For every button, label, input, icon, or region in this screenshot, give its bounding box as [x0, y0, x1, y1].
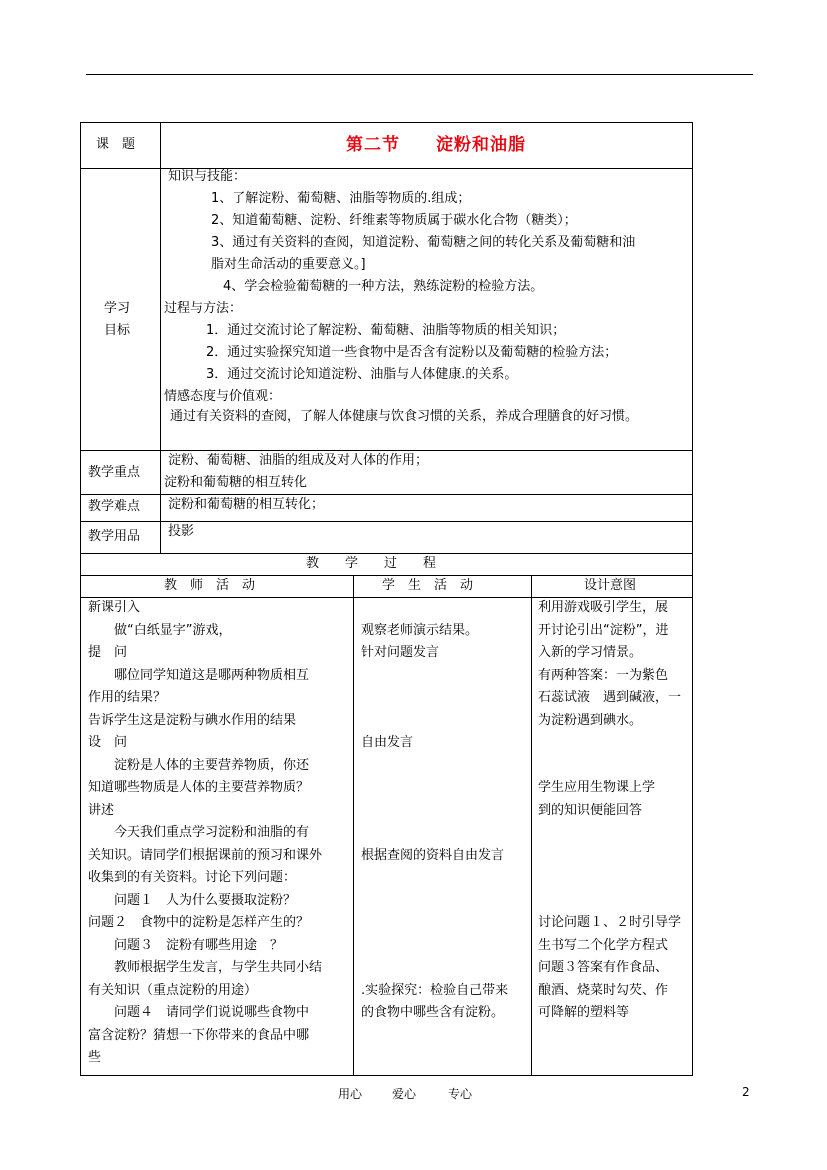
difficult-text: 淀粉和葡萄糖的相互转化；	[168, 497, 325, 512]
teacher-line: 告诉学生这是淀粉与碘水作用的结果	[88, 712, 297, 728]
header-rule	[86, 74, 753, 75]
col-divider	[353, 575, 354, 1076]
footer-middle: 爱心	[392, 1087, 417, 1101]
design-line: 石蕊试液 遇到碱液，一	[538, 690, 682, 705]
process-item: 2．通过实验探究知道一些食物中是否含有淀粉以及葡萄糖的检验方法；	[206, 345, 618, 360]
tools-label: 教学用品	[88, 529, 141, 544]
design-line: 为淀粉遇到碘水。	[538, 712, 643, 728]
teacher-line: 作用的结果？	[88, 690, 167, 705]
design-line: 有两种答案：一为紫色	[538, 667, 669, 683]
teacher-line: 讲述	[88, 802, 115, 818]
knowledge-heading: 知识与技能：	[168, 169, 247, 184]
student-line: 的食物中哪些含有淀粉。	[361, 1005, 505, 1020]
teacher-line: 问题２ 食物中的淀粉是怎样产生的？	[88, 915, 310, 930]
col-divider	[531, 575, 532, 1076]
design-line: 开讨论引出“淀粉”，进	[538, 622, 669, 638]
key-line: 淀粉和葡萄糖的相互转化	[164, 475, 308, 490]
student-line: 观察老师演示结果。	[361, 622, 479, 638]
teacher-line: 些	[88, 1050, 102, 1065]
process-title: 教 学 过 程	[306, 556, 437, 571]
table-border-bottom	[80, 1075, 693, 1076]
knowledge-item: 2、知道葡萄糖、淀粉、纤维素等物质属于碳水化合物（糖类）；	[211, 213, 577, 228]
table-border-top	[80, 122, 693, 123]
student-line: .实验探究：检验自己带来	[361, 982, 509, 998]
teacher-line: 知道哪些物质是人体的主要营养物质？	[88, 780, 310, 795]
table-border-right	[692, 122, 693, 1076]
footer-left: 用心	[338, 1087, 363, 1101]
col-header-teacher: 教 师 活 动	[164, 578, 256, 593]
process-item: 1．通过交流讨论了解淀粉、葡萄糖、油脂等物质的相关知识；	[206, 323, 566, 338]
design-line: 入新的学习情景。	[538, 645, 643, 660]
process-heading: 过程与方法：	[164, 301, 243, 316]
teacher-line: 新课引入	[88, 600, 141, 615]
student-line: 自由发言	[361, 735, 414, 750]
col-header-design: 设计意图	[584, 578, 637, 593]
table-border-left	[80, 122, 81, 1076]
tools-text: 投影	[168, 524, 195, 539]
difficult-label: 教学难点	[88, 499, 141, 514]
process-item: 3．通过交流讨论知道淀粉、油脂与人体健康.的关系。	[206, 367, 518, 382]
teacher-line: 问题４ 请同学们说说哪些食物中	[88, 1005, 310, 1020]
goals-label-2: 目标	[104, 323, 131, 338]
design-line: 讨论问题１、２时引导学	[538, 915, 682, 930]
design-line: 到的知识便能回答	[538, 802, 643, 818]
goals-label-1: 学习	[104, 301, 131, 316]
page-number: 2	[742, 1085, 750, 1099]
footer-right: 专心	[448, 1087, 473, 1101]
knowledge-item: 4、学会检验葡萄糖的一种方法，熟练淀粉的检验方法。	[223, 279, 544, 294]
design-line: 学生应用生物课上学	[538, 780, 656, 795]
col-header-student: 学 生 活 动	[382, 578, 474, 593]
teacher-line: 问题１ 人为什么要摄取淀粉？	[88, 892, 297, 908]
teacher-line: 做“白纸显字”游戏，	[88, 622, 232, 638]
emotion-heading: 情感态度与价值观：	[164, 389, 282, 404]
key-line: 淀粉、葡萄糖、油脂的组成及对人体的作用；	[168, 453, 429, 468]
title-label: 课 题	[96, 137, 136, 152]
teacher-line: 问题３ 淀粉有哪些用途 ？	[88, 937, 284, 953]
teacher-line: 设 问	[88, 735, 128, 750]
lesson-plan-table	[80, 122, 693, 1076]
teacher-line: 有关知识（重点淀粉的用途）	[88, 982, 258, 998]
student-line: 针对问题发言	[361, 645, 440, 660]
design-line: 生书写二个化学方程式	[538, 937, 669, 953]
key-label: 教学重点	[88, 465, 141, 480]
teacher-line: 富含淀粉？猜想一下你带来的食品中哪	[88, 1027, 310, 1043]
teacher-line: 提 问	[88, 645, 128, 660]
design-line: 酿酒、烧菜时勾芡、作	[538, 982, 669, 998]
teacher-line: 关知识。请同学们根据课前的预习和课外	[88, 847, 323, 863]
design-line: 问题３答案有作食品、	[538, 960, 669, 975]
teacher-line: 收集到的有关资料。讨论下列问题：	[88, 870, 297, 885]
teacher-line: 今天我们重点学习淀粉和油脂的有	[88, 825, 310, 840]
knowledge-item: 1、了解淀粉、葡萄糖、油脂等物质的.组成；	[211, 191, 471, 206]
teacher-line: 淀粉是人体的主要营养物质，你还	[88, 757, 310, 773]
lesson-title: 第二节 淀粉和油脂	[346, 135, 526, 155]
knowledge-item: 脂对生命活动的重要意义。]	[211, 257, 366, 272]
label-divider	[160, 122, 161, 554]
emotion-text: 通过有关资料的查阅，了解人体健康与饮食习惯的关系，养成合理膳食的好习惯。	[170, 409, 639, 424]
design-line: 可降解的塑料等	[538, 1005, 630, 1020]
knowledge-item: 3、通过有关资料的查阅，知道淀粉、葡萄糖之间的转化关系及葡萄糖和油	[211, 235, 636, 250]
teacher-line: 哪位同学知道这是哪两种物质相互	[88, 667, 310, 683]
teacher-line: 教师根据学生发言，与学生共同小结	[88, 960, 323, 975]
student-line: 根据查阅的资料自由发言	[361, 847, 505, 863]
design-line: 利用游戏吸引学生，展	[538, 600, 669, 615]
